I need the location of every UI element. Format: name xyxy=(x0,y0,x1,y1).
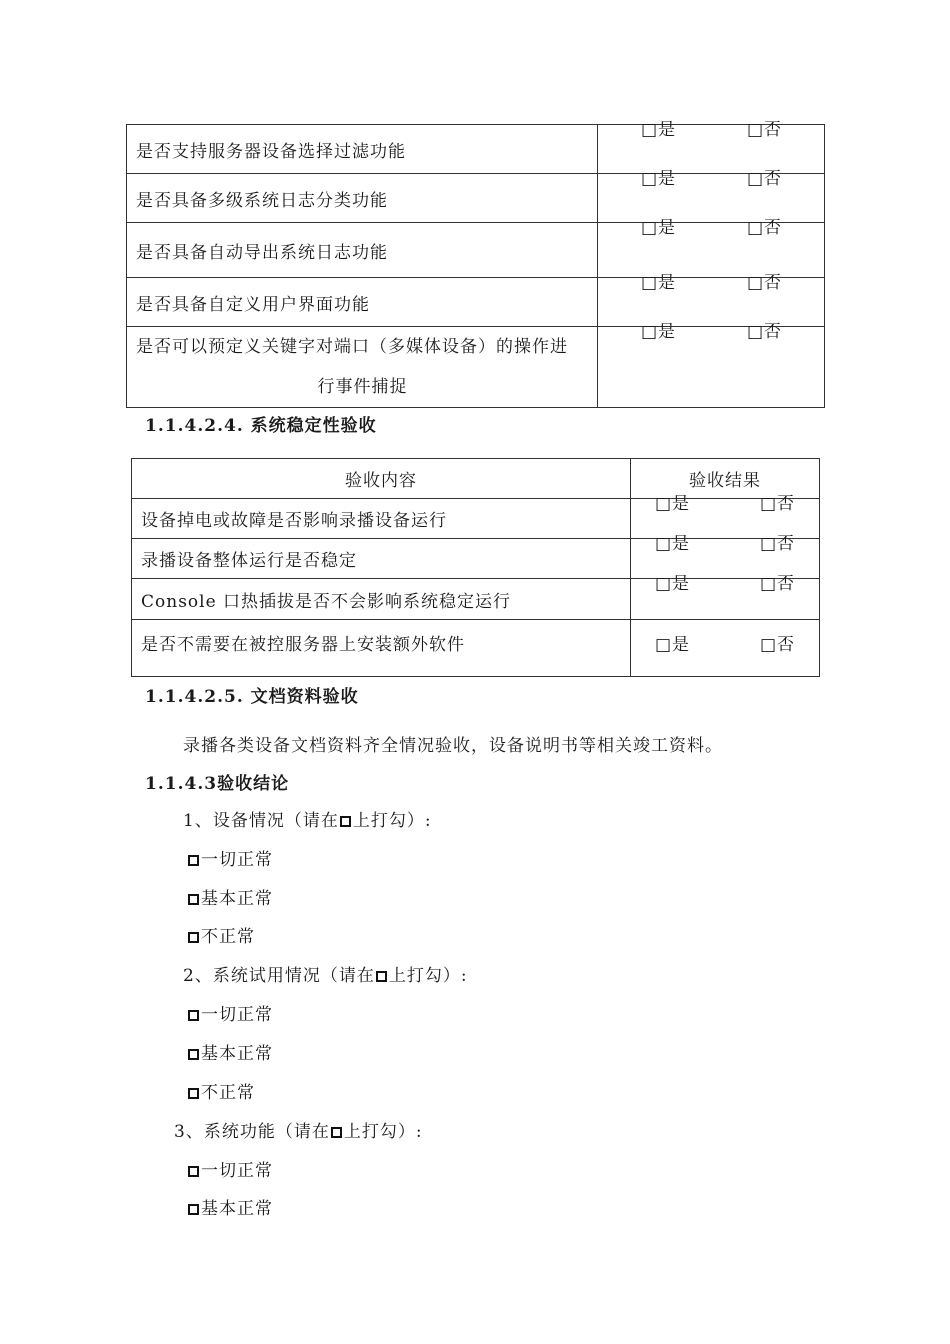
yes-checkbox[interactable]: □是 xyxy=(641,273,677,293)
option-all-normal[interactable]: 一切正常 xyxy=(187,1156,273,1181)
option-all-normal[interactable]: 一切正常 xyxy=(187,845,273,870)
yes-checkbox[interactable]: □是 xyxy=(641,169,677,189)
conclusion-item-3: 3、系统功能（请在 上打勾）: xyxy=(174,1122,423,1142)
docs-paragraph: 录播各类设备文档资料齐全情况验收，设备说明书等相关竣工资料。 xyxy=(183,736,723,756)
question-cell: Console 口热插拔是否不会影响系统稳定运行 xyxy=(132,579,631,620)
yes-checkbox[interactable]: □是 xyxy=(641,322,677,342)
question-line-2: 行事件捕捉 xyxy=(317,377,408,397)
no-checkbox[interactable]: □否 xyxy=(760,534,796,554)
checkbox-icon xyxy=(331,1127,342,1138)
question-cell: 是否具备自动导出系统日志功能 xyxy=(127,223,598,278)
question-cell: 录播设备整体运行是否稳定 xyxy=(132,539,631,579)
no-checkbox[interactable]: □否 xyxy=(747,120,783,140)
question-cell: 是否不需要在被控服务器上安装额外软件 xyxy=(132,620,631,677)
table-row xyxy=(132,620,820,677)
checkbox-icon xyxy=(376,971,387,982)
table-row xyxy=(127,223,825,278)
checkbox-icon[interactable] xyxy=(188,855,199,866)
header-content: 验收内容 xyxy=(132,459,631,499)
table-row xyxy=(127,174,825,223)
option-cell xyxy=(598,120,825,174)
option-cell xyxy=(598,322,825,408)
no-checkbox[interactable]: □否 xyxy=(760,635,796,655)
option-cell xyxy=(598,218,825,278)
function-check-table xyxy=(126,120,825,408)
checkbox-icon[interactable] xyxy=(188,1166,199,1177)
table-row xyxy=(127,327,825,408)
checkbox-icon[interactable] xyxy=(188,1010,199,1021)
question-cell xyxy=(127,327,598,408)
question-cell: 设备掉电或故障是否影响录播设备运行 xyxy=(132,499,631,539)
table-row xyxy=(132,499,820,539)
yes-checkbox[interactable]: □是 xyxy=(655,574,691,594)
option-cell xyxy=(598,169,825,223)
option-abnormal[interactable]: 不正常 xyxy=(187,1078,255,1103)
table-row xyxy=(127,278,825,327)
question-line-1: 是否可以预定义关键字对端口（多媒体设备）的操作进 xyxy=(136,337,568,357)
checkbox-icon[interactable] xyxy=(188,1049,199,1060)
checkbox-icon[interactable] xyxy=(188,932,199,943)
yes-checkbox[interactable]: □是 xyxy=(641,120,677,140)
no-checkbox[interactable]: □否 xyxy=(747,273,783,293)
checkbox-icon xyxy=(340,816,351,827)
option-abnormal[interactable]: 不正常 xyxy=(187,922,255,947)
no-checkbox[interactable]: □否 xyxy=(760,494,796,514)
no-checkbox[interactable]: □否 xyxy=(760,574,796,594)
section-heading-docs: 1.1.4.2.5. 文档资料验收 xyxy=(145,687,359,707)
option-cell xyxy=(631,574,820,620)
no-checkbox[interactable]: □否 xyxy=(747,169,783,189)
header-result: 验收结果 xyxy=(631,459,820,499)
conclusion-item-1: 1、设备情况（请在 上打勾）: xyxy=(183,811,432,831)
question-cell: 是否支持服务器设备选择过滤功能 xyxy=(127,125,598,174)
question-cell: 是否具备多级系统日志分类功能 xyxy=(127,174,598,223)
checkbox-icon[interactable] xyxy=(188,1204,199,1215)
table-row xyxy=(132,539,820,579)
yes-checkbox[interactable]: □是 xyxy=(655,534,691,554)
section-heading-stability: 1.1.4.2.4. 系统稳定性验收 xyxy=(145,416,377,436)
question-cell: 是否具备自定义用户界面功能 xyxy=(127,278,598,327)
section-heading-conclusion: 1.1.4.3验收结论 xyxy=(145,774,290,794)
table-row xyxy=(132,579,820,620)
option-basically-normal[interactable]: 基本正常 xyxy=(187,1194,273,1219)
yes-checkbox[interactable]: □是 xyxy=(641,218,677,238)
option-cell xyxy=(598,273,825,327)
checkbox-icon[interactable] xyxy=(188,1088,199,1099)
conclusion-item-2: 2、系统试用情况（请在 上打勾）: xyxy=(183,966,468,986)
no-checkbox[interactable]: □否 xyxy=(747,218,783,238)
option-basically-normal[interactable]: 基本正常 xyxy=(187,884,273,909)
yes-checkbox[interactable]: □是 xyxy=(655,635,691,655)
no-checkbox[interactable]: □否 xyxy=(747,322,783,342)
table-row xyxy=(127,125,825,174)
table-header-row xyxy=(132,459,820,499)
stability-check-table xyxy=(131,458,820,677)
yes-checkbox[interactable]: □是 xyxy=(655,494,691,514)
option-all-normal[interactable]: 一切正常 xyxy=(187,1000,273,1025)
option-cell xyxy=(631,620,820,677)
option-basically-normal[interactable]: 基本正常 xyxy=(187,1039,273,1064)
checkbox-icon[interactable] xyxy=(188,894,199,905)
